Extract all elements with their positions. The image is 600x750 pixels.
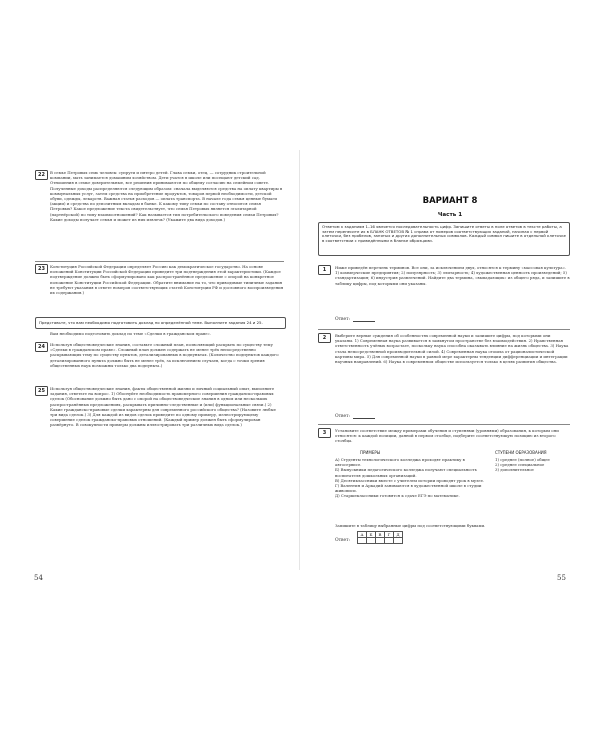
answer-box[interactable] [353,316,375,322]
level-item: 3) дополнительное [495,467,534,473]
variant-title: ВАРИАНТ 8 [422,196,478,206]
answer-label: Ответ: [335,414,351,419]
level-item: 2) среднее специальное [495,462,545,468]
answer-label: Ответ: [335,317,351,322]
example-item: Г) Валентин и Аркадий занимаются в художественной школе в студии живописи. [335,483,482,494]
question-2-text: Выберите верные суждения об особенностях современной науки и запишите цифры, под которыми они указаны. 1) Современная наука развивается в замкнутом пространстве без взаимодействия. 2) Нравственная ответственность учёных возрастает, поскольку наука способна оказывать влияние на жизнь общества. 3) Наука стала непосредственной производительной силой. 4) Современная наука отошла от рационалистической картины мира. 5) Для современной науки в равной мере характерны тенденции дифференциации и интеграции научных направлений. 6) Наука в современном обществе используется только в целях развития общества. [335,333,569,365]
question-1-text: Ниже приведён перечень терминов. Все они, за исключением двух, относятся к термину «массовая культура». 1) коммерческие предприятия; 2) популярность; 3) элитарность; 4) художественная ценность произведений; 5) стандартизация; 6) индустрия развлечений. Найдите два термина, «выпадающих» из общего ряда, и запишите в таблицу цифры, под которыми они указаны. [335,265,570,286]
instruction-text: Представьте, что вам необходимо подготовить доклад по определённой теме. Выполните задания 24 и 25. [39,320,263,325]
page-number-right: 55 [557,574,566,582]
question-24-text: Используя обществоведческие знания, составьте сложный план, позволяющий раскрыть по существу тему «Сделки в гражданском праве». Сложный план должен содержать не менее трёх непосредственно раскрывающих тему по существу пунктов, детализированных в подпунктах. (Количество подпунктов каждого детализированного пункта должно быть не менее трёх, за исключением случаев, когда с точки зрения общественных наук возможны только два подпункта.) [50,342,279,368]
question-number-1: 1 [318,265,331,275]
examples-list [335,457,485,499]
answer-instructions-box [318,222,570,256]
answer-field-2[interactable] [335,413,375,419]
example-item: В) Десятиклассники вместе с учителем истории проводят урок в музее. [335,477,485,483]
instruction-box [35,317,286,329]
levels-header: СТУПЕНИ ОБРАЗОВАНИЯ [495,450,547,455]
question-number-25: 25 [35,386,48,396]
divider [318,424,570,425]
page-number-left: 54 [34,574,43,582]
question-number-22: 22 [35,170,48,180]
answer-instructions: Ответом к заданиям 1–16 является последовательность цифр. Запишите ответы в поле ответов в тексте работы, а затем перенесите их в БЛАНК ОТВЕТОВ № 1 справа от номеров соответствующих заданий, начиная с первой клеточки, без пробелов, запятых и других дополнительных символов. Каждый символ пишите в отдельной клеточке в соответствии с приведёнными в бланке образцами. [322,224,566,244]
example-item: Д) Старшеклассники готовятся к сдаче ЕГЭ по математике. [335,493,460,499]
answer-cell[interactable] [385,538,394,544]
table-letter: Б [367,532,376,538]
answer-cell[interactable] [358,538,367,544]
answer-field-1[interactable] [335,316,375,322]
levels-list [495,457,570,473]
answer-cell[interactable] [367,538,376,544]
table-letter: В [376,532,385,538]
question-25-text: Используя обществоведческие знания, факты общественной жизни и личный социальный опыт, выполните задания, ответьте на вопрос. 1) Обоснуйте необходимость правомерного совершения гражданско-правовых сделок (Обоснование должно быть дано с опорой на обществоведческие знания в одном или нескольких распространённых предложениях, раскрывать причинно-следственные и (или) функциональные связи.) 2) Какие гражданско-правовые сделки характерны для современного российского общества? (Назовите любые три вида сделок.) 3) Для каждой из видов сделок приведите по одному примеру, иллюстрирующему совершение сделок гражданско-правовых отношений. (Каждый пример должен быть сформулирован развёрнуто. В совокупности примеры должны иллюстрировать три различных вида сделок.) [50,386,276,428]
example-item: А) Студенты технологического колледжа проходят практику в автосервисе. [335,457,465,468]
answer-cell[interactable] [394,538,403,544]
question-3-text: Установите соответствие между примерами обучения и ступенями (уровнями) образования, к которым они относятся: к каждой позиции, данной в первом столбце, подберите соответствующую позицию из второго столбца. [335,428,559,444]
divider [35,261,284,262]
part-title: Часть 1 [437,212,463,218]
table-note: Запишите в таблицу выбранные цифры под соответствующими буквами. [335,523,486,528]
examples-header: ПРИМЕРЫ [360,450,381,455]
question-23-text: Конституция Российской Федерации определяет Россию как демократическое государство. На основе положений Конституции Российской Федерации приведите три подтверждения этой характеристики. (Каждое подтверждение должно быть сформулировано как распространённое предложение с опорой на конкретное положение Конституции Российской Федерации. Обратите внимание на то, что приводимые типичные задания не требуют указания в ответе номеров соответствующих статей Конституции РФ и дословного воспроизведения их содержания.) [50,264,284,296]
question-number-2: 2 [318,333,331,343]
question-number-23: 23 [35,264,48,274]
answer-label-3: Ответ: [335,538,351,543]
divider [318,329,570,330]
table-letter: Г [385,532,394,538]
right-page [300,0,600,750]
answer-table-3[interactable] [357,531,403,544]
table-letter: А [358,532,367,538]
answer-box[interactable] [353,413,375,419]
level-item: 1) среднее (полное) общее [495,457,550,462]
answer-cell[interactable] [376,538,385,544]
example-item: Б) Выпускники педагогического колледжа получают специальность воспитателя дошкольных организаций. [335,467,477,478]
report-topic: Вам необходимо подготовить доклад по теме «Сделки в гражданском праве». [50,331,212,336]
question-number-24: 24 [35,342,48,352]
table-letter: Д [394,532,403,538]
question-number-3: 3 [318,428,331,438]
question-22-text: В семье Петровых семь человек: супруги и пятеро детей. Глава семьи, отец, — сотрудник строительной компании, мать занимается домашним хозяйством. Дети учатся в школе или посещают детский сад. Отношения в семье доверительные, все решения принимаются по общему согласию на семейном совете. Полученные доходы распределяются следующим образом: сначала выделяются средства на оплату квартиры в коммунальных услуг, затем средства на приобретение продуктов, товаров первой необходимости, детской обуви, одежды, лекарств. Важная статья расходов — оплата транспорта. В начале года семья ценные бумаги (акции) и средства по депозитным вкладам в банке. К какому типу семьи по составу относится семья Петровых? Какое предложение текста свидетельствует, что семья Петровых является эгалитарной (партнёрской) по типу взаимоотношений? Как называется тип потребительского поведения семьи Петровых? Какие доходы получает семья и может из них извлечь? (Укажите два вида доходов.) [50,170,283,222]
table-answer-row[interactable] [358,538,403,544]
